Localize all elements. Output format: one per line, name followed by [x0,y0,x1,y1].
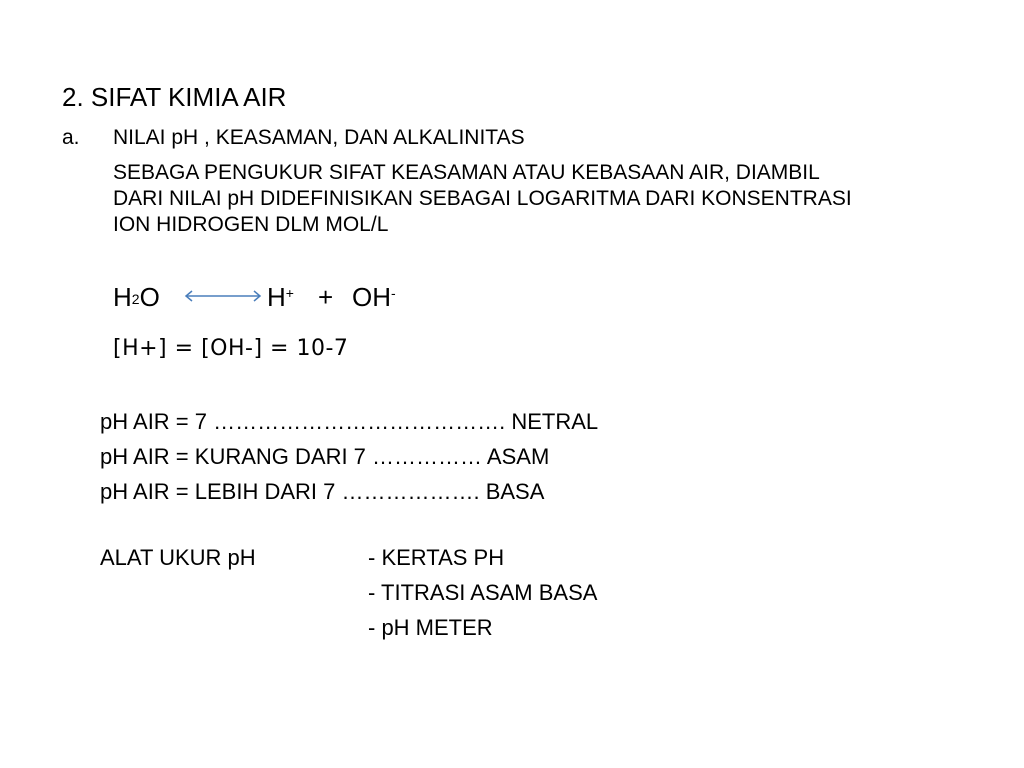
water-subscript: 2 [131,291,140,307]
hydroxide-oh: OH [352,282,391,312]
definition-line-3: ION HIDROGEN DLM MOL/L [113,213,389,236]
equilibrium-arrow-icon [183,288,263,304]
hydroxide-charge: - [391,285,396,301]
ion-product-equation: [H+] = [OH-] = 10-7 [113,336,349,361]
tool-item-paper: - KERTAS PH [368,545,505,570]
definition-line-1: SEBAGA PENGUKUR SIFAT KEASAMAN ATAU KEBASAAN AIR, DIAMBIL [113,161,820,184]
water-o: O [139,282,160,312]
section-a-heading: NILAI pH , KEASAMAN, DAN ALKALINITAS [113,126,525,149]
ph-base-line: pH AIR = LEBIH DARI 7 ………………. BASA [100,479,545,504]
hydrogen-charge: + [285,285,294,301]
equation-water [113,284,160,310]
tool-item-meter: - pH METER [368,615,493,640]
list-marker-a: a. [62,126,80,149]
definition-line-2: DARI NILAI pH DIDEFINISIKAN SEBAGAI LOGARITMA DARI KONSENTRASI [113,187,852,210]
equation-plus: + [318,282,334,312]
water-h: H [113,282,132,312]
tool-item-titration: - TITRASI ASAM BASA [368,580,598,605]
measurement-tools-label: ALAT UKUR pH [100,545,256,570]
ph-acid-line: pH AIR = KURANG DARI 7 …………… ASAM [100,444,550,469]
slide-title: 2. SIFAT KIMIA AIR [62,82,287,112]
equation-hydroxide-ion [352,284,396,310]
equation-hydrogen-ion [267,284,294,310]
hydrogen-h: H [267,282,286,312]
ph-neutral-line: pH AIR = 7 …………………………………. NETRAL [100,409,599,434]
